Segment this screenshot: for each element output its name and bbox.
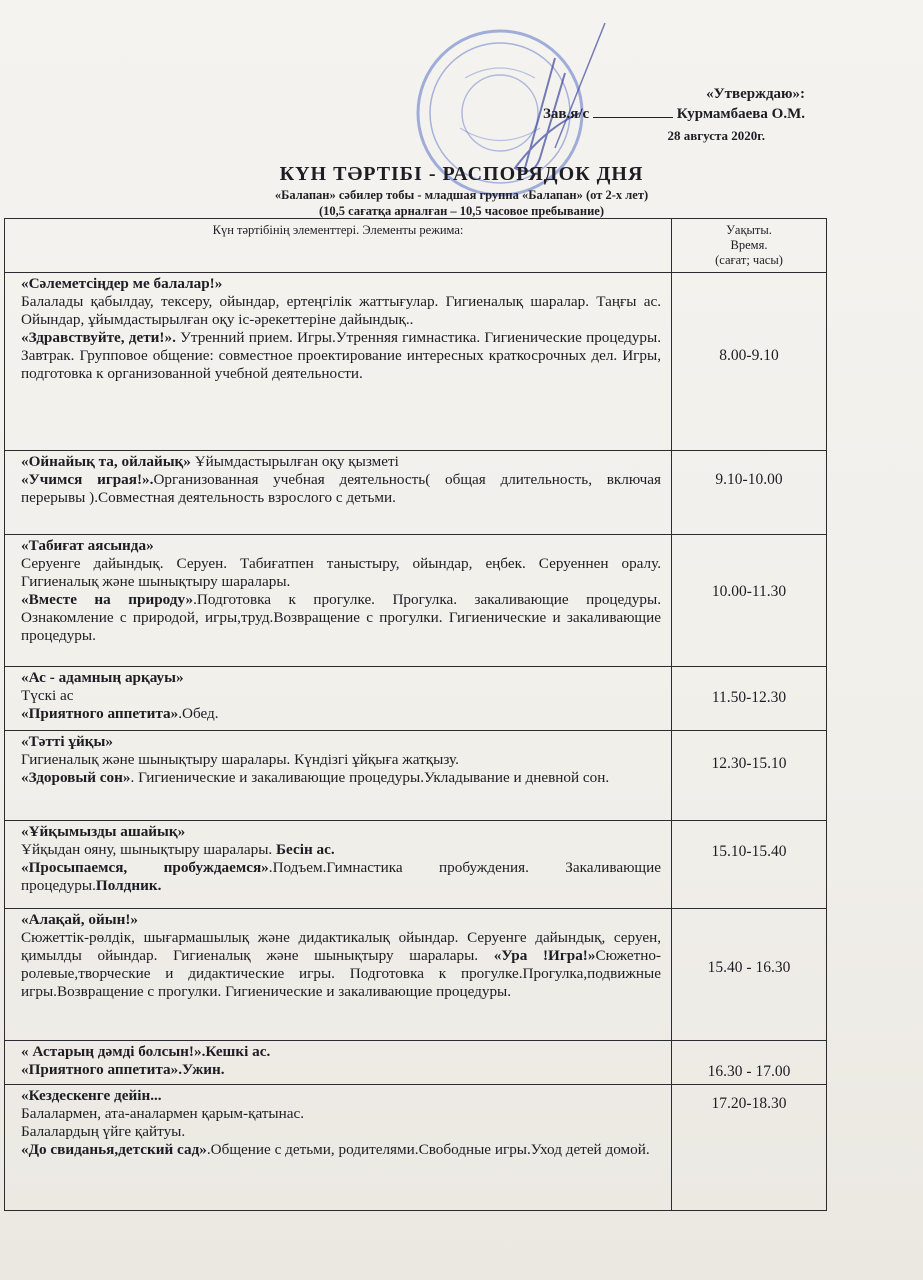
row-ru-bold-tail: Полдник. <box>95 877 162 894</box>
row-elements <box>5 821 672 909</box>
row-title: «Алақай, ойын!» <box>21 911 138 928</box>
row-elements <box>5 535 672 667</box>
row-ru-text: . Гигиенические и закаливающие процедуры.Укладывание и дневной сон. <box>130 769 610 786</box>
row-ru-title: «Ура !Игра!» <box>493 947 596 964</box>
row-time <box>672 731 827 821</box>
row-ru-title: «Просыпаемся, пробуждаемся» <box>21 859 269 876</box>
row-text-kk: Балалады қабылдау, тексеру, ойындар, ертеңгілік жаттығулар. Гигиеналық шаралар. Таңғы ас. Ойындар, ұйымдастырылған оқу іс-әрекеттеріне дайындық.. <box>21 293 661 328</box>
row-text-kk-2: Балалардың үйге қайтуы. <box>21 1123 186 1140</box>
row-time <box>672 1085 827 1211</box>
row-ru-text: Утренний прием. Игры.Утренняя гимнастика. Гигиенические процедуры. Завтрак. Групповое общение: совместное проектирование интересных краткосрочных дел. Игры, подготовка к организованной учебной деятельности. <box>21 329 661 382</box>
row-elements <box>5 909 672 1041</box>
row-ru-text: Организованная учебная деятельность( общая длительность, включая перерывы ).Совместная деятельность взрослого с детьми. <box>21 471 661 506</box>
schedule-table <box>4 218 827 1211</box>
table-row <box>5 667 827 731</box>
row-title: « Астарың дәмді болсын!».Кешкі ас. <box>21 1043 271 1060</box>
page-title: КҮН ТӘРТІБІ - РАСПОРЯДОК ДНЯ <box>279 163 644 185</box>
row-text-ru <box>21 329 661 383</box>
signature-line <box>593 117 673 118</box>
row-title: «Табиғат аясында» <box>21 537 154 554</box>
table-row <box>5 1085 827 1211</box>
row-ru-title: «Здоровый сон» <box>21 769 131 786</box>
row-title-line <box>21 453 661 471</box>
row-ru-title: «Здравствуйте, дети!». <box>21 329 176 346</box>
row-text-kk: Гигиеналық және шынықтыру шаралары. Күндізгі ұйқыға жатқызу. <box>21 751 459 768</box>
header-time-kk: Уақыты. <box>726 223 772 237</box>
table-row <box>5 1041 827 1085</box>
row-ru-title: «Приятного аппетита».Ужин. <box>21 1061 225 1078</box>
row-ru-title: «Приятного аппетита» <box>21 705 179 722</box>
row-title: «Кездескенге дейін... <box>21 1087 162 1104</box>
group-subtitle: «Балапан» сәбилер тобы - младшая группа «Балапан» (от 2-х лет) <box>274 188 649 202</box>
table-row <box>5 731 827 821</box>
row-time-value: 15.40 - 16.30 <box>707 959 791 976</box>
header-time <box>672 219 827 273</box>
row-time-value: 9.10-10.00 <box>715 471 783 488</box>
row-text-ru <box>21 769 661 787</box>
row-time-value: 11.50-12.30 <box>711 689 787 706</box>
approval-block <box>542 84 805 143</box>
row-ru-text: Сюжетно-ролевые,творческие и дидактические игры. Подготовка к прогулке.Прогулка,подвижные игры.Возвращение с прогулки. Гигиенические и закаливающие процедуры. <box>21 947 661 1000</box>
row-time <box>672 667 827 731</box>
row-ru-title: «Вместе на природу» <box>21 591 194 608</box>
row-time <box>672 535 827 667</box>
row-text-ru <box>21 859 661 895</box>
row-ru-text: .Общение с детьми, родителями.Свободные игры.Уход детей домой. <box>206 1141 650 1158</box>
row-time <box>672 821 827 909</box>
row-ru-title: «Учимся играя!». <box>21 471 154 488</box>
row-title: «Ойнайық та, ойлайық» <box>21 453 191 470</box>
table-row <box>5 535 827 667</box>
row-elements <box>5 1041 672 1085</box>
row-text-kk-bold: Бесін ас. <box>276 841 335 858</box>
row-text-ru <box>21 1141 661 1159</box>
row-text-ru <box>21 471 661 507</box>
row-elements <box>5 731 672 821</box>
row-time <box>672 909 827 1041</box>
row-time-value: 15.10-15.40 <box>711 843 787 860</box>
row-time-value: 17.20-18.30 <box>711 1095 787 1112</box>
row-ru-text: .Обед. <box>178 705 219 722</box>
row-elements <box>5 667 672 731</box>
row-time <box>672 451 827 535</box>
duration-subtitle: (10,5 сағатқа арналған – 10,5 часовое пребывание) <box>318 204 605 218</box>
row-text <box>21 929 661 1001</box>
row-text-kk: Серуенге дайындық. Серуен. Табиғатпен таныстыру, ойындар, еңбек. Серуеннен оралу. Гигиеналық және шынықтыру шаралары. <box>21 555 661 590</box>
row-text-kk-line <box>21 841 661 859</box>
row-ru-text: .Подъем.Гимнастика пробуждения. Закаливающие процедуры. <box>21 859 661 894</box>
row-time-value: 8.00-9.10 <box>719 347 779 364</box>
row-time-value: 10.00-11.30 <box>711 583 787 600</box>
table-row <box>5 273 827 451</box>
header-elements: Күн тәртібінің элементтері. Элементы режима: <box>5 219 672 273</box>
row-text-kk: Сюжеттік-рөлдік, шығармашылық және дидактикалық ойындар. Серуенге дайындық, серуен, қимылды ойындар. Гигиеналық және шынықтыру шаралары. <box>21 929 661 964</box>
row-text-ru <box>21 591 661 645</box>
row-title: «Ас - адамның арқауы» <box>21 669 184 686</box>
row-time <box>672 273 827 451</box>
row-ru-title: «До свиданья,детский сад» <box>21 1141 207 1158</box>
header-time-units: (сағат; часы) <box>715 253 783 267</box>
row-text-kk: Түскі ас <box>21 687 74 704</box>
row-elements <box>5 451 672 535</box>
row-elements <box>5 1085 672 1211</box>
row-title: «Сәлеметсіңдер ме балалар!» <box>21 275 223 292</box>
row-title: «Тәтті ұйқы» <box>21 733 113 750</box>
row-title: «Ұйқымызды ашайық» <box>21 823 186 840</box>
row-elements <box>5 273 672 451</box>
row-ru-text: .Подготовка к прогулке. Прогулка. закаливающие процедуры. Ознакомление с природой, игры,труд.Возвращение с прогулки. Гигиенические и закаливающие процедуры. <box>21 591 661 644</box>
approver-name: Курмамбаева О.М. <box>676 106 805 122</box>
approve-label: «Утверждаю»: <box>706 86 805 102</box>
row-time-value: 12.30-15.10 <box>711 755 787 772</box>
row-time-value: 16.30 - 17.00 <box>707 1063 791 1080</box>
row-text-kk: Балалармен, ата-аналармен қарым-қатынас. <box>21 1105 305 1122</box>
approve-date: 28 августа 2020г. <box>667 128 765 143</box>
row-time <box>672 1041 827 1085</box>
row-text-kk: Ұйқыдан ояну, шынықтыру шаралары. <box>21 841 277 858</box>
header-time-ru: Время. <box>730 238 768 252</box>
table-row <box>5 821 827 909</box>
row-title-tail: Ұйымдастырылған оқу қызметі <box>190 453 399 470</box>
approver-line <box>543 104 805 124</box>
table-row <box>5 451 827 535</box>
table-row <box>5 909 827 1041</box>
approver-role: Зав.я/с <box>542 106 590 122</box>
table-header-row <box>5 219 827 273</box>
row-text-ru <box>21 705 661 723</box>
